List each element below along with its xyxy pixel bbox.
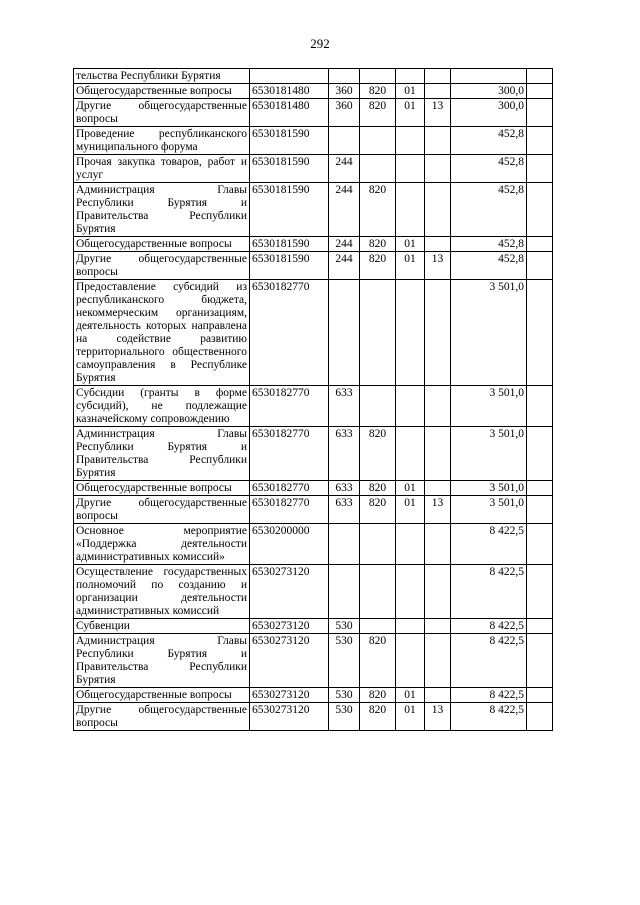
row-pr-cell <box>425 155 451 183</box>
row-empty-cell <box>527 481 553 496</box>
row-grbs-cell: 820 <box>360 634 396 688</box>
row-name-cell: Субсидии (гранты в форме субсидий), не подлежащие казначейскому сопровождению <box>74 386 250 427</box>
row-name-cell: Субвенции <box>74 619 250 634</box>
row-grbs-cell: 820 <box>360 481 396 496</box>
row-name-cell: Администрация Главы Республики Бурятия и Правительства Республики Бурятия <box>74 634 250 688</box>
row-code-cell: 6530200000 <box>250 524 329 565</box>
row-vr-cell: 530 <box>329 634 360 688</box>
row-amount-cell: 452,8 <box>451 252 527 280</box>
table-row <box>74 481 553 496</box>
row-amount-cell: 8 422,5 <box>451 688 527 703</box>
row-empty-cell <box>527 427 553 481</box>
row-amount-cell: 300,0 <box>451 99 527 127</box>
row-name-cell: Прочая закупка товаров, работ и услуг <box>74 155 250 183</box>
row-grbs-cell <box>360 69 396 84</box>
row-amount-cell: 452,8 <box>451 127 527 155</box>
row-name-cell: Другие общегосударственные вопросы <box>74 252 250 280</box>
row-vr-cell: 244 <box>329 155 360 183</box>
row-empty-cell <box>527 84 553 99</box>
row-name-cell: Основное мероприятие «Поддержка деятельности административных комиссий» <box>74 524 250 565</box>
row-grbs-cell: 820 <box>360 703 396 731</box>
row-pr-cell <box>425 524 451 565</box>
row-grbs-cell <box>360 386 396 427</box>
row-vr-cell <box>329 280 360 386</box>
row-code-cell: 6530273120 <box>250 565 329 619</box>
row-name-cell: тельства Республики Бурятия <box>74 69 250 84</box>
table-row <box>74 688 553 703</box>
row-rz-cell <box>396 183 425 237</box>
row-pr-cell: 13 <box>425 496 451 524</box>
row-amount-cell: 3 501,0 <box>451 280 527 386</box>
row-pr-cell <box>425 386 451 427</box>
row-grbs-cell <box>360 565 396 619</box>
row-grbs-cell: 820 <box>360 99 396 127</box>
row-name-cell: Общегосударственные вопросы <box>74 688 250 703</box>
row-name-cell: Проведение республиканского муниципального форума <box>74 127 250 155</box>
row-pr-cell <box>425 427 451 481</box>
row-amount-cell: 3 501,0 <box>451 496 527 524</box>
row-grbs-cell: 820 <box>360 84 396 99</box>
row-empty-cell <box>527 280 553 386</box>
row-vr-cell: 244 <box>329 183 360 237</box>
row-vr-cell: 360 <box>329 99 360 127</box>
row-grbs-cell: 820 <box>360 252 396 280</box>
row-grbs-cell: 820 <box>360 237 396 252</box>
row-code-cell: 6530181590 <box>250 155 329 183</box>
table-row <box>74 84 553 99</box>
row-name-cell: Другие общегосударственные вопросы <box>74 703 250 731</box>
row-empty-cell <box>527 688 553 703</box>
table-row <box>74 703 553 731</box>
row-grbs-cell: 820 <box>360 427 396 481</box>
row-amount-cell: 8 422,5 <box>451 619 527 634</box>
row-code-cell: 6530182770 <box>250 280 329 386</box>
row-grbs-cell <box>360 155 396 183</box>
row-vr-cell: 633 <box>329 496 360 524</box>
row-code-cell: 6530182770 <box>250 386 329 427</box>
row-amount-cell: 3 501,0 <box>451 481 527 496</box>
row-vr-cell: 530 <box>329 703 360 731</box>
row-code-cell: 6530181480 <box>250 99 329 127</box>
row-code-cell: 6530181590 <box>250 252 329 280</box>
budget-table <box>73 68 553 731</box>
table-row <box>74 237 553 252</box>
row-grbs-cell <box>360 127 396 155</box>
row-amount-cell: 8 422,5 <box>451 634 527 688</box>
row-rz-cell: 01 <box>396 237 425 252</box>
row-rz-cell: 01 <box>396 99 425 127</box>
row-pr-cell <box>425 84 451 99</box>
row-amount-cell: 452,8 <box>451 155 527 183</box>
row-amount-cell: 300,0 <box>451 84 527 99</box>
row-vr-cell: 633 <box>329 481 360 496</box>
row-name-cell: Предоставление субсидий из республиканского бюджета, некоммерческим организациям, деятельность которых направлена на содействие развитию территориального общественного самоуправления в Республике Бурятия <box>74 280 250 386</box>
row-vr-cell: 244 <box>329 237 360 252</box>
row-rz-cell <box>396 280 425 386</box>
row-amount-cell: 8 422,5 <box>451 565 527 619</box>
row-code-cell: 6530273120 <box>250 634 329 688</box>
table-row <box>74 619 553 634</box>
row-rz-cell <box>396 634 425 688</box>
row-pr-cell <box>425 634 451 688</box>
row-rz-cell: 01 <box>396 84 425 99</box>
row-pr-cell <box>425 481 451 496</box>
row-vr-cell: 530 <box>329 688 360 703</box>
table-row <box>74 155 553 183</box>
row-code-cell <box>250 69 329 84</box>
row-name-cell: Другие общегосударственные вопросы <box>74 99 250 127</box>
row-empty-cell <box>527 565 553 619</box>
row-pr-cell: 13 <box>425 703 451 731</box>
row-code-cell: 6530182770 <box>250 427 329 481</box>
row-vr-cell <box>329 565 360 619</box>
table-row <box>74 386 553 427</box>
row-amount-cell: 8 422,5 <box>451 703 527 731</box>
row-empty-cell <box>527 69 553 84</box>
row-code-cell: 6530273120 <box>250 703 329 731</box>
row-name-cell: Осуществление государственных полномочий по созданию и организации деятельности административных комиссий <box>74 565 250 619</box>
row-name-cell: Общегосударственные вопросы <box>74 237 250 252</box>
row-grbs-cell <box>360 619 396 634</box>
row-rz-cell <box>396 127 425 155</box>
row-grbs-cell <box>360 524 396 565</box>
row-pr-cell <box>425 237 451 252</box>
row-grbs-cell <box>360 280 396 386</box>
row-code-cell: 6530181590 <box>250 127 329 155</box>
row-code-cell: 6530181590 <box>250 237 329 252</box>
row-empty-cell <box>527 99 553 127</box>
row-pr-cell: 13 <box>425 252 451 280</box>
table-row <box>74 496 553 524</box>
row-pr-cell <box>425 69 451 84</box>
row-vr-cell <box>329 524 360 565</box>
row-rz-cell <box>396 619 425 634</box>
row-rz-cell: 01 <box>396 703 425 731</box>
table-row <box>74 280 553 386</box>
row-pr-cell <box>425 280 451 386</box>
row-rz-cell: 01 <box>396 252 425 280</box>
row-amount-cell: 8 422,5 <box>451 524 527 565</box>
row-amount-cell: 3 501,0 <box>451 427 527 481</box>
row-vr-cell: 633 <box>329 386 360 427</box>
row-empty-cell <box>527 183 553 237</box>
table-row <box>74 565 553 619</box>
row-rz-cell <box>396 69 425 84</box>
row-pr-cell <box>425 127 451 155</box>
row-name-cell: Общегосударственные вопросы <box>74 481 250 496</box>
row-name-cell: Общегосударственные вопросы <box>74 84 250 99</box>
row-name-cell: Администрация Главы Республики Бурятия и Правительства Республики Бурятия <box>74 427 250 481</box>
row-grbs-cell: 820 <box>360 183 396 237</box>
row-code-cell: 6530181480 <box>250 84 329 99</box>
row-rz-cell: 01 <box>396 481 425 496</box>
row-vr-cell: 530 <box>329 619 360 634</box>
row-grbs-cell: 820 <box>360 496 396 524</box>
row-empty-cell <box>527 524 553 565</box>
page-number: 292 <box>310 36 330 51</box>
row-empty-cell <box>527 237 553 252</box>
row-vr-cell: 360 <box>329 84 360 99</box>
row-pr-cell <box>425 688 451 703</box>
row-empty-cell <box>527 386 553 427</box>
row-amount-cell: 3 501,0 <box>451 386 527 427</box>
row-amount-cell: 452,8 <box>451 183 527 237</box>
table-body <box>74 69 553 731</box>
row-pr-cell <box>425 619 451 634</box>
row-rz-cell <box>396 427 425 481</box>
row-rz-cell <box>396 386 425 427</box>
row-empty-cell <box>527 252 553 280</box>
row-name-cell: Другие общегосударственные вопросы <box>74 496 250 524</box>
row-vr-cell: 244 <box>329 252 360 280</box>
row-code-cell: 6530182770 <box>250 496 329 524</box>
row-vr-cell <box>329 127 360 155</box>
row-pr-cell <box>425 565 451 619</box>
row-vr-cell: 633 <box>329 427 360 481</box>
row-code-cell: 6530273120 <box>250 619 329 634</box>
row-rz-cell: 01 <box>396 688 425 703</box>
row-pr-cell: 13 <box>425 99 451 127</box>
table-row <box>74 634 553 688</box>
row-empty-cell <box>527 127 553 155</box>
row-amount-cell: 452,8 <box>451 237 527 252</box>
row-empty-cell <box>527 703 553 731</box>
row-empty-cell <box>527 496 553 524</box>
row-rz-cell <box>396 524 425 565</box>
table-row <box>74 524 553 565</box>
row-pr-cell <box>425 183 451 237</box>
row-code-cell: 6530273120 <box>250 688 329 703</box>
row-amount-cell <box>451 69 527 84</box>
row-empty-cell <box>527 619 553 634</box>
row-rz-cell: 01 <box>396 496 425 524</box>
row-empty-cell <box>527 155 553 183</box>
row-empty-cell <box>527 634 553 688</box>
row-code-cell: 6530181590 <box>250 183 329 237</box>
row-code-cell: 6530182770 <box>250 481 329 496</box>
row-name-cell: Администрация Главы Республики Бурятия и Правительства Республики Бурятия <box>74 183 250 237</box>
row-vr-cell <box>329 69 360 84</box>
row-grbs-cell: 820 <box>360 688 396 703</box>
row-rz-cell <box>396 155 425 183</box>
table-row <box>74 252 553 280</box>
table-row <box>74 427 553 481</box>
row-rz-cell <box>396 565 425 619</box>
table-row <box>74 69 553 84</box>
table-row <box>74 99 553 127</box>
table-row <box>74 183 553 237</box>
table-row <box>74 127 553 155</box>
